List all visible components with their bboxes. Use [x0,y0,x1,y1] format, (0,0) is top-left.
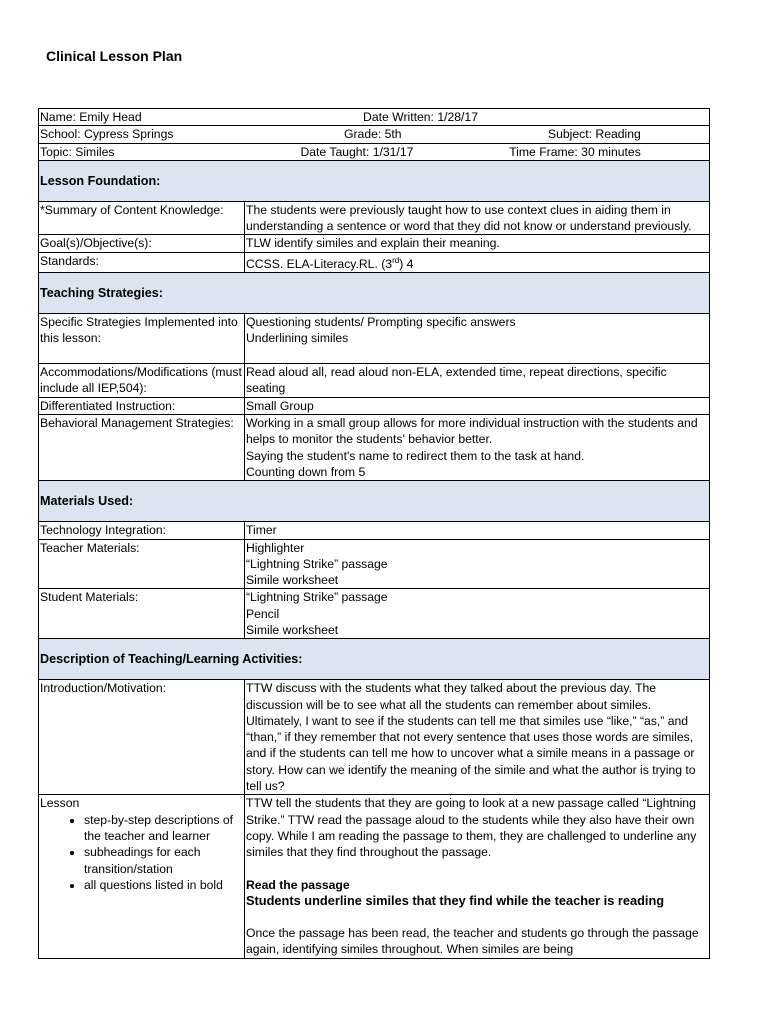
material-line: “Lightning Strike” passage [246,590,388,605]
standards-value [245,252,710,272]
info-row-name [39,109,710,126]
time-frame-field: Time Frame: 30 minutes [509,144,641,159]
accommodations-value: Read aloud all, read aloud non-ELA, extended time, repeat directions, specific seating [245,364,710,398]
behavioral-line: Saying the student's name to redirect them to the task at hand. [246,448,585,463]
row-goals [39,235,710,252]
row-differentiated [39,397,710,414]
standards-label: Standards: [39,252,245,272]
row-standards [39,252,710,272]
summary-value: The students were previously taught how to use context clues in aiding them in understanding a sentence or word that they did not know or understand previously. [245,201,710,235]
row-technology [39,522,710,539]
summary-label: *Summary of Content Knowledge: [39,201,245,235]
row-lesson [39,795,710,958]
goals-value: TLW identify similes and explain their meaning. [245,235,710,252]
info-row-topic [39,143,710,160]
material-line: Pencil [246,606,280,621]
introduction-label: Introduction/Motivation: [39,680,245,795]
student-materials-value [245,589,710,639]
lesson-label: Lesson [40,796,80,811]
goals-label: Goal(s)/Objective(s): [39,235,245,252]
lesson-plan-table [38,108,710,959]
technology-value: Timer [245,522,710,539]
material-line: Simile worksheet [246,623,339,637]
section-lesson-foundation [39,160,710,201]
row-introduction [39,680,710,795]
standards-text: CCSS. ELA-Literacy.RL. (3 [246,256,393,271]
row-summary [39,201,710,235]
technology-label: Technology Integration: [39,522,245,539]
row-student-materials [39,589,710,639]
school-field: School: Cypress Springs [40,127,174,142]
differentiated-label: Differentiated Instruction: [39,397,245,414]
name-field: Name: Emily Head [40,110,142,124]
subject-field: Subject: Reading [548,127,641,142]
behavioral-line: Counting down from 5 [246,464,366,479]
material-line: Simile worksheet [246,573,339,588]
specific-strategies-label: Specific Strategies Implemented into this lesson: [39,314,245,364]
list-item: • all questions listed in bold [84,877,243,893]
lesson-paragraph: TTW tell the students that they are going to look at a new passage called “Lightning Strike.” TTW read the passage aloud to the students while they also have their own copy. While I am reading the passage to them, they are challenged to underline any similes that they find throughout the passage. [246,796,697,860]
lesson-label-cell [39,795,245,958]
grade-field: Grade: 5th [344,127,402,142]
teacher-materials-label: Teacher Materials: [39,539,245,589]
introduction-value: TTW discuss with the students what they talked about the previous day. The discussion will be to see what all the students can remember about similes. Ultimately, I want to see if the students can tell me that similes use “like,” “as,” and “than,” if they remember that not every sentence that uses those words are similes, and if the students can tell me how to uncover what a simile means in a passage or story. How can we identify the meaning of the simile and what the author is trying to tell us? [245,680,710,795]
topic-field: Topic: Similes [40,144,115,159]
accommodations-label: Accommodations/Modifications (must include all IEP,504): [39,364,245,398]
date-written-field: Date Written: 1/28/17 [363,110,478,124]
section-activities [39,639,710,680]
row-specific-strategies [39,314,710,364]
material-line: Highlighter [246,540,305,555]
section-heading: Description of Teaching/Learning Activities: [39,639,710,680]
specific-strategies-value [245,314,710,364]
standards-suffix: ) 4 [399,256,414,271]
behavioral-label: Behavioral Management Strategies: [39,415,245,481]
lesson-subheading: Read the passage [246,877,350,892]
section-teaching-strategies [39,273,710,314]
differentiated-value: Small Group [245,397,710,414]
behavioral-line: Working in a small group allows for more individual instruction with the students and helps to monitor the students' behavior better. [246,416,698,447]
date-taught-field: Date Taught: 1/31/17 [300,144,414,159]
standards-superscript: rd [392,255,400,265]
lesson-value [245,795,710,958]
lesson-requirements-list [40,812,243,893]
document-title: Clinical Lesson Plan [46,48,183,64]
row-accommodations [39,364,710,398]
info-row-school [39,126,710,143]
row-teacher-materials [39,539,710,589]
behavioral-value [245,415,710,481]
lesson-paragraph: Once the passage has been read, the teacher and students go through the passage again, identifying similes throughout. When similes are being [246,926,699,957]
row-behavioral [39,415,710,481]
section-heading: Lesson Foundation: [39,160,710,201]
section-heading: Materials Used: [39,481,710,522]
lesson-subheading: Students underline similes that they find while the teacher is reading [246,892,665,908]
list-item: • step-by-step descriptions of the teacher and learner [84,812,243,845]
section-materials-used [39,481,710,522]
list-item: • subheadings for each transition/station [84,844,243,877]
teacher-materials-value [245,539,710,589]
strategy-line: Questioning students/ Prompting specific answers [246,315,516,330]
strategy-line: Underlining similes [246,331,349,346]
section-heading: Teaching Strategies: [39,273,710,314]
material-line: “Lightning Strike” passage [246,556,388,571]
student-materials-label: Student Materials: [39,589,245,639]
